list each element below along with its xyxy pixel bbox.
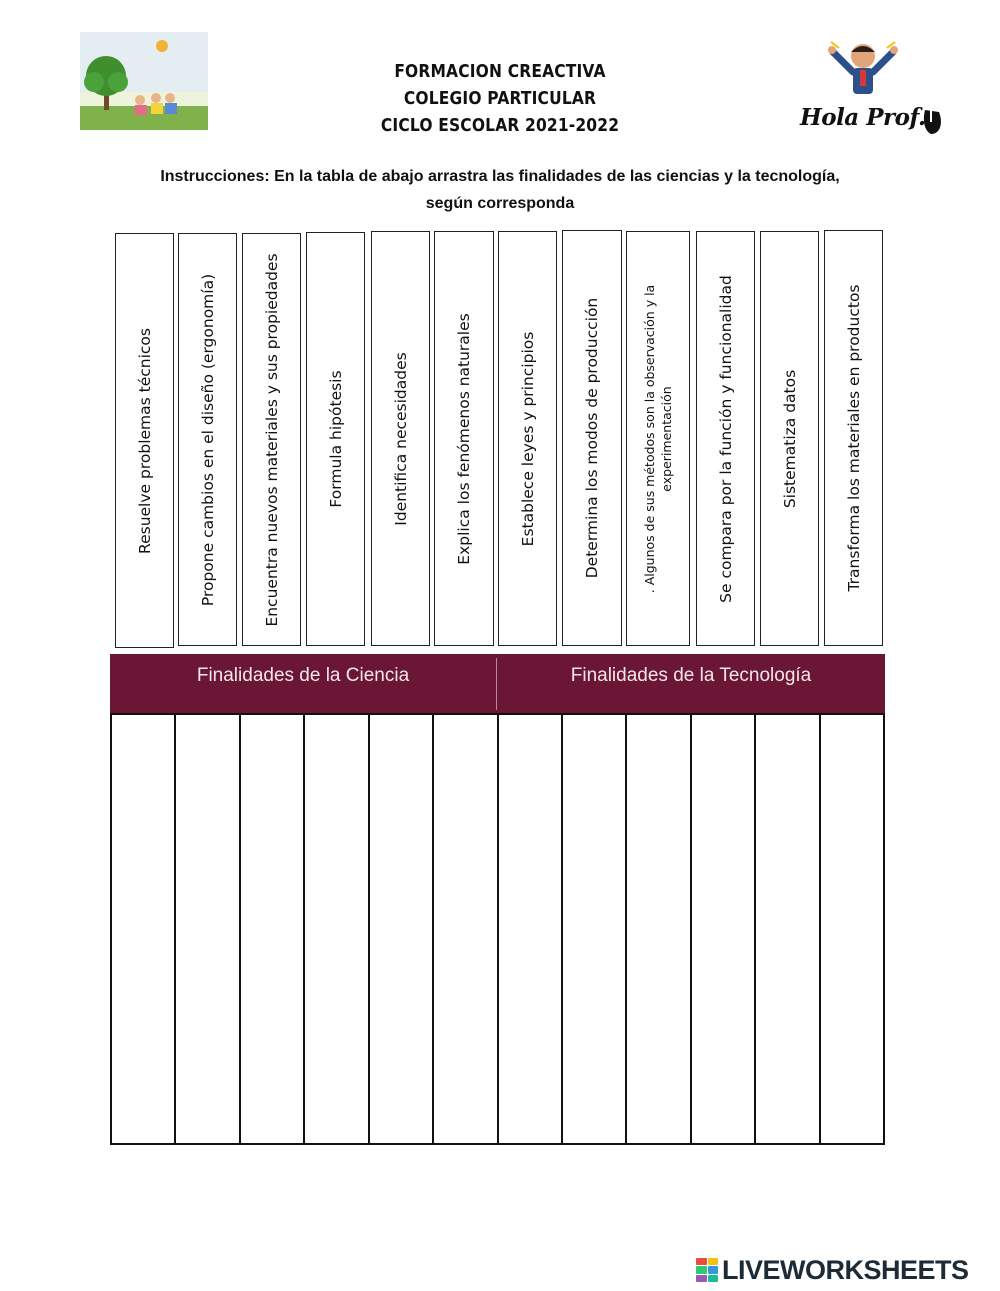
card-label: Formula hipótesis xyxy=(326,370,345,508)
header-line-1: FORMACION CREACTIVA xyxy=(394,61,606,82)
drop-zone-science-5[interactable] xyxy=(370,715,434,1143)
instructions-line-1: Instrucciones: En la tabla de abajo arrastra las finalidades de las ciencias y la tecnología, xyxy=(160,168,840,185)
drop-zone-science-3[interactable] xyxy=(241,715,305,1143)
card-label: Se compara por la función y funcionalidad xyxy=(716,274,735,603)
drag-card-12[interactable] xyxy=(824,230,883,646)
drop-zone-technology-6[interactable] xyxy=(821,715,883,1143)
card-label: Transforma los materiales en productos xyxy=(844,284,863,592)
card-label: Sistematiza datos xyxy=(780,369,799,508)
drop-zone-science-2[interactable] xyxy=(176,715,240,1143)
card-label: Determina los modos de producción xyxy=(583,297,601,579)
card-label: Identifica necesidades xyxy=(391,351,410,526)
drop-zone-science-4[interactable] xyxy=(305,715,369,1143)
drag-card-4[interactable] xyxy=(306,232,365,646)
header-line-2: COLEGIO PARTICULAR xyxy=(403,88,597,109)
children-under-tree-icon xyxy=(80,32,208,130)
hola-prof-brand: Hola Prof. xyxy=(800,104,926,131)
drop-table xyxy=(110,713,885,1145)
drop-zone-technology-4[interactable] xyxy=(692,715,756,1143)
liveworksheets-brand xyxy=(696,1250,969,1290)
instructions xyxy=(110,163,890,217)
instructions-line-2: según corresponda xyxy=(425,195,575,212)
drag-card-11[interactable] xyxy=(760,231,819,646)
technology-header: Finalidades de la Tecnología xyxy=(570,665,812,686)
drop-zone-science-1[interactable] xyxy=(112,715,176,1143)
card-label: Explica los fenómenos naturales xyxy=(455,312,473,565)
table-header xyxy=(110,654,885,714)
drop-zone-technology-2[interactable] xyxy=(563,715,627,1143)
card-label: Propone cambios en el diseño (ergonomía) xyxy=(198,273,217,606)
science-header: Finalidades de la Ciencia xyxy=(196,665,410,686)
card-label: . Algunos de sus métodos son la observación y la experimentación xyxy=(642,284,674,593)
drop-zone-technology-5[interactable] xyxy=(756,715,820,1143)
school-header xyxy=(300,58,700,139)
drop-zone-technology-1[interactable] xyxy=(499,715,563,1143)
drop-zone-technology-3[interactable] xyxy=(627,715,691,1143)
card-label: Establece leyes y principios xyxy=(518,331,537,546)
drag-card-10[interactable] xyxy=(696,231,755,646)
card-label: Resuelve problemas técnicos xyxy=(135,327,154,554)
drag-card-1[interactable] xyxy=(115,233,174,648)
drag-card-7[interactable] xyxy=(498,231,557,646)
liveworksheets-text: LIVEWORKSHEETS xyxy=(722,1254,969,1285)
card-label: Encuentra nuevos materiales y sus propiedades xyxy=(262,252,281,627)
drag-card-6[interactable] xyxy=(434,231,494,646)
drag-card-2[interactable] xyxy=(178,233,237,646)
drag-card-9[interactable] xyxy=(626,231,690,646)
school-logo xyxy=(80,32,208,130)
drag-card-8[interactable] xyxy=(562,230,622,646)
drag-card-3[interactable] xyxy=(242,233,301,646)
header-line-3: CICLO ESCOLAR 2021-2022 xyxy=(380,115,620,136)
liveworksheets-icon xyxy=(696,1258,718,1282)
drop-zone-science-6[interactable] xyxy=(434,715,498,1143)
drag-card-5[interactable] xyxy=(371,231,430,646)
